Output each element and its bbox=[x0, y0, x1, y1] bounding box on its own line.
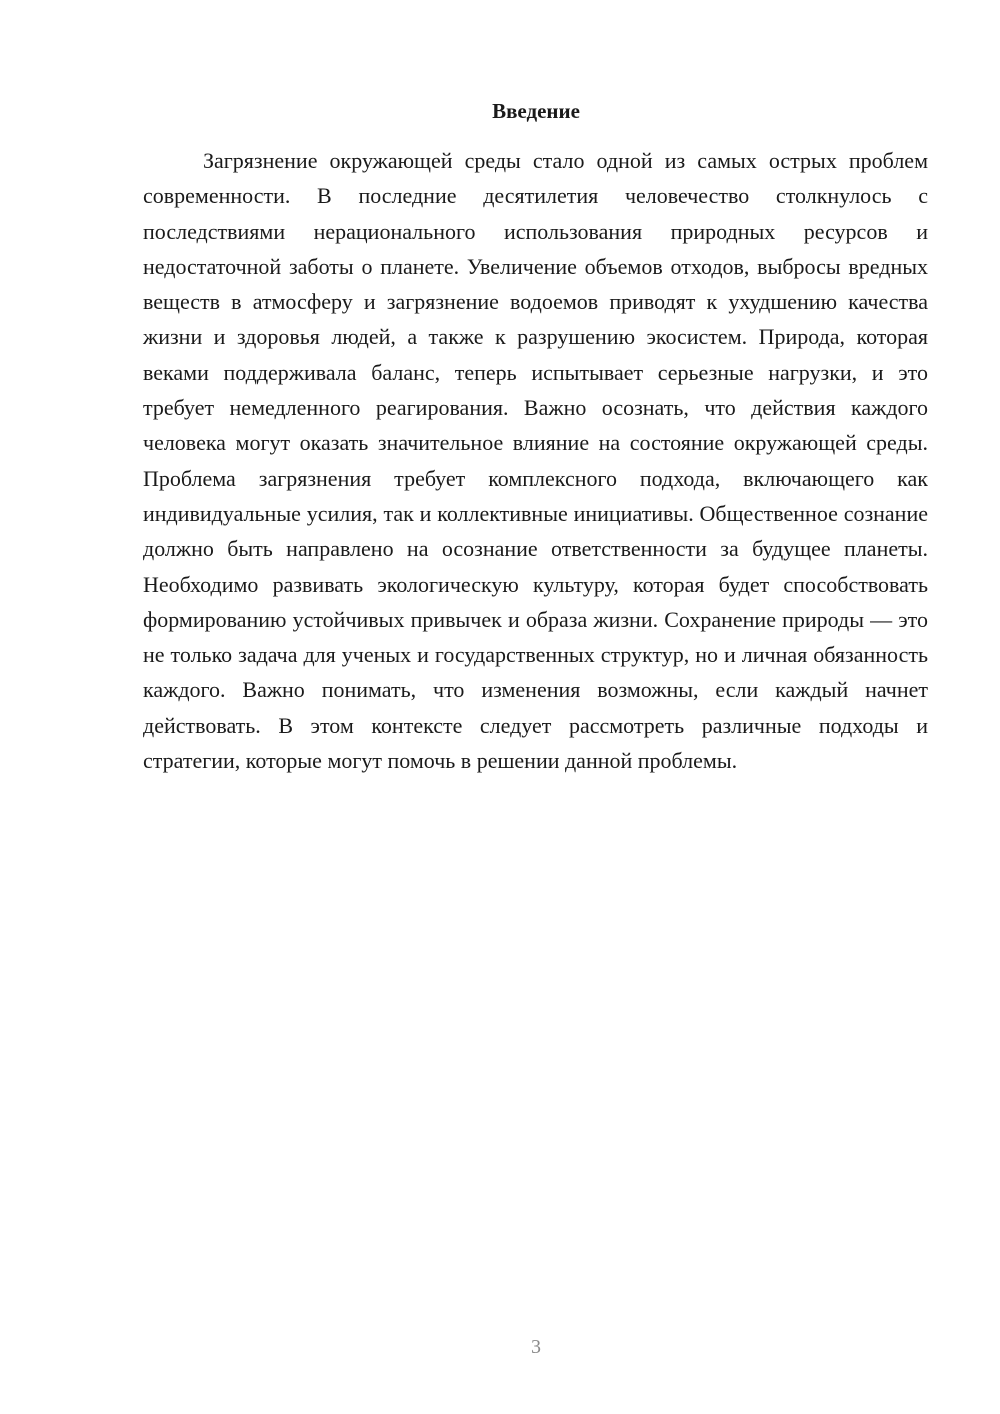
section-heading: Введение bbox=[492, 99, 580, 123]
page-number: 3 bbox=[531, 1336, 541, 1358]
body-paragraph: Загрязнение окружающей среды стало одной из самых острых проблем современности. В последние десятилетия человечество столкнулось с последствиями нерационального использования природных ресурсов и недостаточной заботы о планете. Увеличение объемов отходов, выбросы вредных веществ в атмосферу и загрязнение водоемов приводят к ухудшению качества жизни и здоровья людей, а также к разрушению экосистем. Природа, которая веками поддерживала баланс, теперь испытывает серьезные нагрузки, и это требует немедленного реагирования. Важно осознать, что действия каждого человека могут оказать значительное влияние на состояние окружающей среды. Проблема загрязнения требует комплексного подхода, включающего как индивидуальные усилия, так и коллективные инициативы. Общественное сознание должно быть направлено на осознание ответственности за будущее планеты. Необходимо развивать экологическую культуру, которая будет способствовать формированию устойчивых привычек и образа жизни. Сохранение природы — это не только задача для ученых и государственных структур, но и личная обязанность каждого. Важно понимать, что изменения возможны, если каждый начнет действовать. В этом контексте следует рассмотреть различные подходы и стратегии, которые могут помочь в решении данной проблемы. bbox=[143, 148, 928, 774]
